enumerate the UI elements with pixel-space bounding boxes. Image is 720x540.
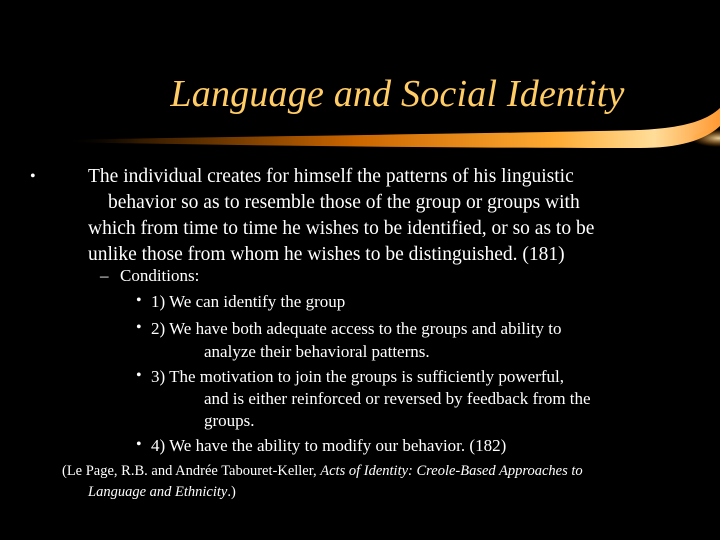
citation-line-1 [62,463,583,480]
main-point-line-1: The individual creates for himself the patterns of his linguistic [88,166,574,187]
condition-3-line-2: and is either reinforced or reversed by feedback from the [204,389,591,408]
citation-line-2 [88,484,236,501]
slide-title: Language and Social Identity [170,73,625,115]
citation-book-title-part-1: Acts of Identity: Creole-Based Approaches to [320,463,583,479]
main-point-line-2: behavior so as to resemble those of the group or groups with [108,192,580,213]
condition-1-line-1: 1) We can identify the group [151,292,346,311]
condition-2-bullet-icon: • [136,319,142,336]
condition-3-line-1: 3) The motivation to join the groups is sufficiently powerful, [151,367,564,386]
citation-authors: (Le Page, R.B. and Andrée Tabouret-Keller, [62,463,321,479]
main-bullet-icon: • [30,168,36,185]
main-point-line-4: unlike those from whom he wishes to be distinguished. (181) [88,244,565,265]
main-point-line-3: which from time to time he wishes to be identified, or so as to be [88,218,595,239]
condition-3-line-3: groups. [204,411,255,430]
citation-book-title-part-2: Language and Ethnicity [88,484,228,500]
condition-4-line-1: 4) We have the ability to modify our behavior. (182) [151,436,507,455]
sub-point-label: Conditions: [120,266,200,285]
condition-1-bullet-icon: • [136,292,142,309]
sub-point-dash-icon: – [100,266,109,285]
citation-suffix: .) [227,484,236,500]
condition-3-bullet-icon: • [136,367,142,384]
condition-2-line-2: analyze their behavioral patterns. [204,342,430,361]
condition-4-bullet-icon: • [136,436,142,453]
condition-2-line-1: 2) We have both adequate access to the groups and ability to [151,319,562,338]
